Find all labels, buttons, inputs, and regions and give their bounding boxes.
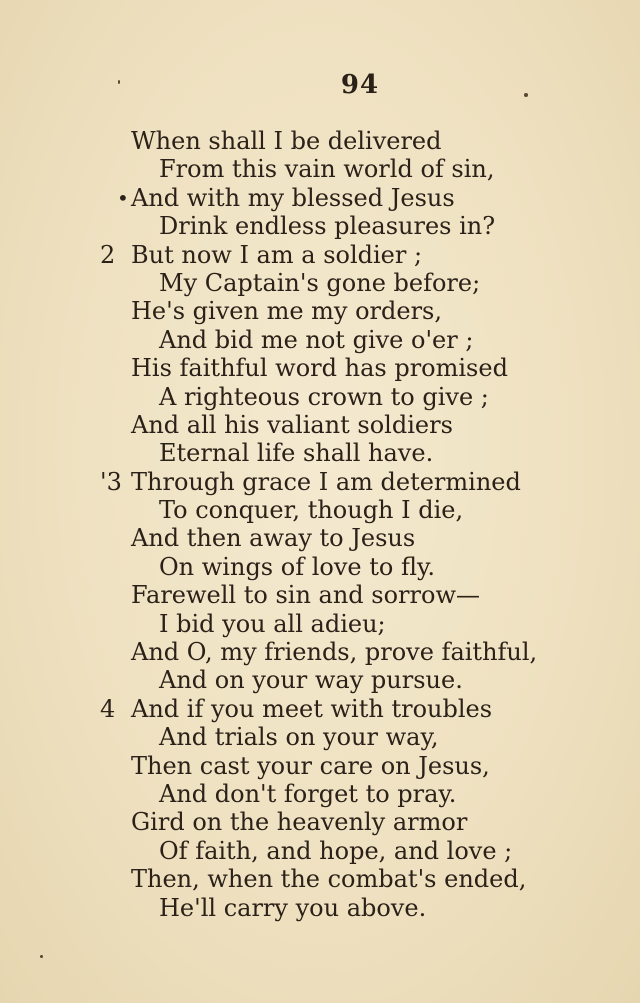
verse-line (0, 894, 640, 922)
verse-line (0, 212, 640, 240)
verse-line-text: And don't forget to pray. (159, 779, 457, 808)
verse-line (0, 808, 640, 836)
verse-line-text: I bid you all adieu; (159, 609, 386, 638)
verse-line (0, 752, 640, 780)
paper-speck (524, 93, 528, 97)
verse-line-text: And trials on your way, (159, 723, 439, 752)
verse-line (0, 496, 640, 524)
verse-line-text: Of faith, and hope, and love ; (159, 836, 513, 865)
verse-line (0, 155, 640, 183)
verse-line (0, 553, 640, 581)
verse-line-text: And if you meet with troubles (131, 694, 493, 723)
verse-line-text: Farewell to sin and sorrow— (131, 581, 480, 610)
verse-line-text: From this vain world of sin, (159, 155, 495, 184)
verse-line-text: Then, when the combat's ended, (131, 865, 527, 894)
verse-line-text: To conquer, though I die, (159, 496, 464, 525)
verse-line-text: And bid me not give o'er ; (159, 325, 474, 354)
verse-line-text: He'll carry you above. (159, 893, 427, 922)
verse-line (0, 468, 640, 496)
verse-line-text: Then cast your care on Jesus, (131, 751, 490, 780)
verse-line (0, 666, 640, 694)
verse-line (0, 837, 640, 865)
verse-line-text: And then away to Jesus (131, 524, 416, 553)
verse-line (0, 865, 640, 893)
verse-number: 2 (100, 240, 116, 269)
verse-line (0, 581, 640, 609)
verse-line-text: He's given me my orders, (131, 297, 443, 326)
verse-line (0, 723, 640, 751)
verse-line (0, 184, 640, 212)
verse-line (0, 297, 640, 325)
verse-line-text: And with my blessed Jesus (131, 183, 455, 212)
verse-line (0, 695, 640, 723)
verse-number: '3 (100, 467, 122, 496)
verse-line (0, 269, 640, 297)
verse-line-text: Drink endless pleasures in? (159, 212, 496, 241)
verse-line-text: And all his valiant soldiers (131, 410, 453, 439)
verse-line (0, 383, 640, 411)
verse-line-text: Eternal life shall have. (159, 439, 434, 468)
verse-line (0, 439, 640, 467)
verse-line (0, 354, 640, 382)
verse-number: 4 (100, 694, 116, 723)
verse-line-text: When shall I be delivered (131, 127, 442, 155)
page-number: 94 (340, 70, 380, 100)
verse-line-text: But now I am a soldier ; (131, 240, 423, 269)
verse-line (0, 780, 640, 808)
verse-line (0, 610, 640, 638)
verse-line-text: Through grace I am determined (131, 467, 521, 496)
verse-line-text: His faithful word has promised (131, 354, 508, 383)
verse-line-text: And on your way pursue. (159, 666, 463, 695)
verse-line-text: On wings of love to fly. (159, 552, 435, 581)
hymn-verses (0, 127, 640, 922)
verse-line (0, 411, 640, 439)
paper-speck (40, 955, 43, 958)
verse-line (0, 241, 640, 269)
verse-line (0, 127, 640, 155)
verse-line-text: Gird on the heavenly armor (131, 808, 468, 837)
verse-line (0, 326, 640, 354)
verse-line (0, 638, 640, 666)
verse-line-text: My Captain's gone before; (159, 268, 481, 297)
paper-speck (118, 80, 120, 84)
verse-line-text: And O, my friends, prove faithful, (131, 638, 538, 667)
print-mark: • (117, 185, 129, 210)
verse-line-text: A righteous crown to give ; (159, 382, 489, 411)
verse-line (0, 524, 640, 552)
